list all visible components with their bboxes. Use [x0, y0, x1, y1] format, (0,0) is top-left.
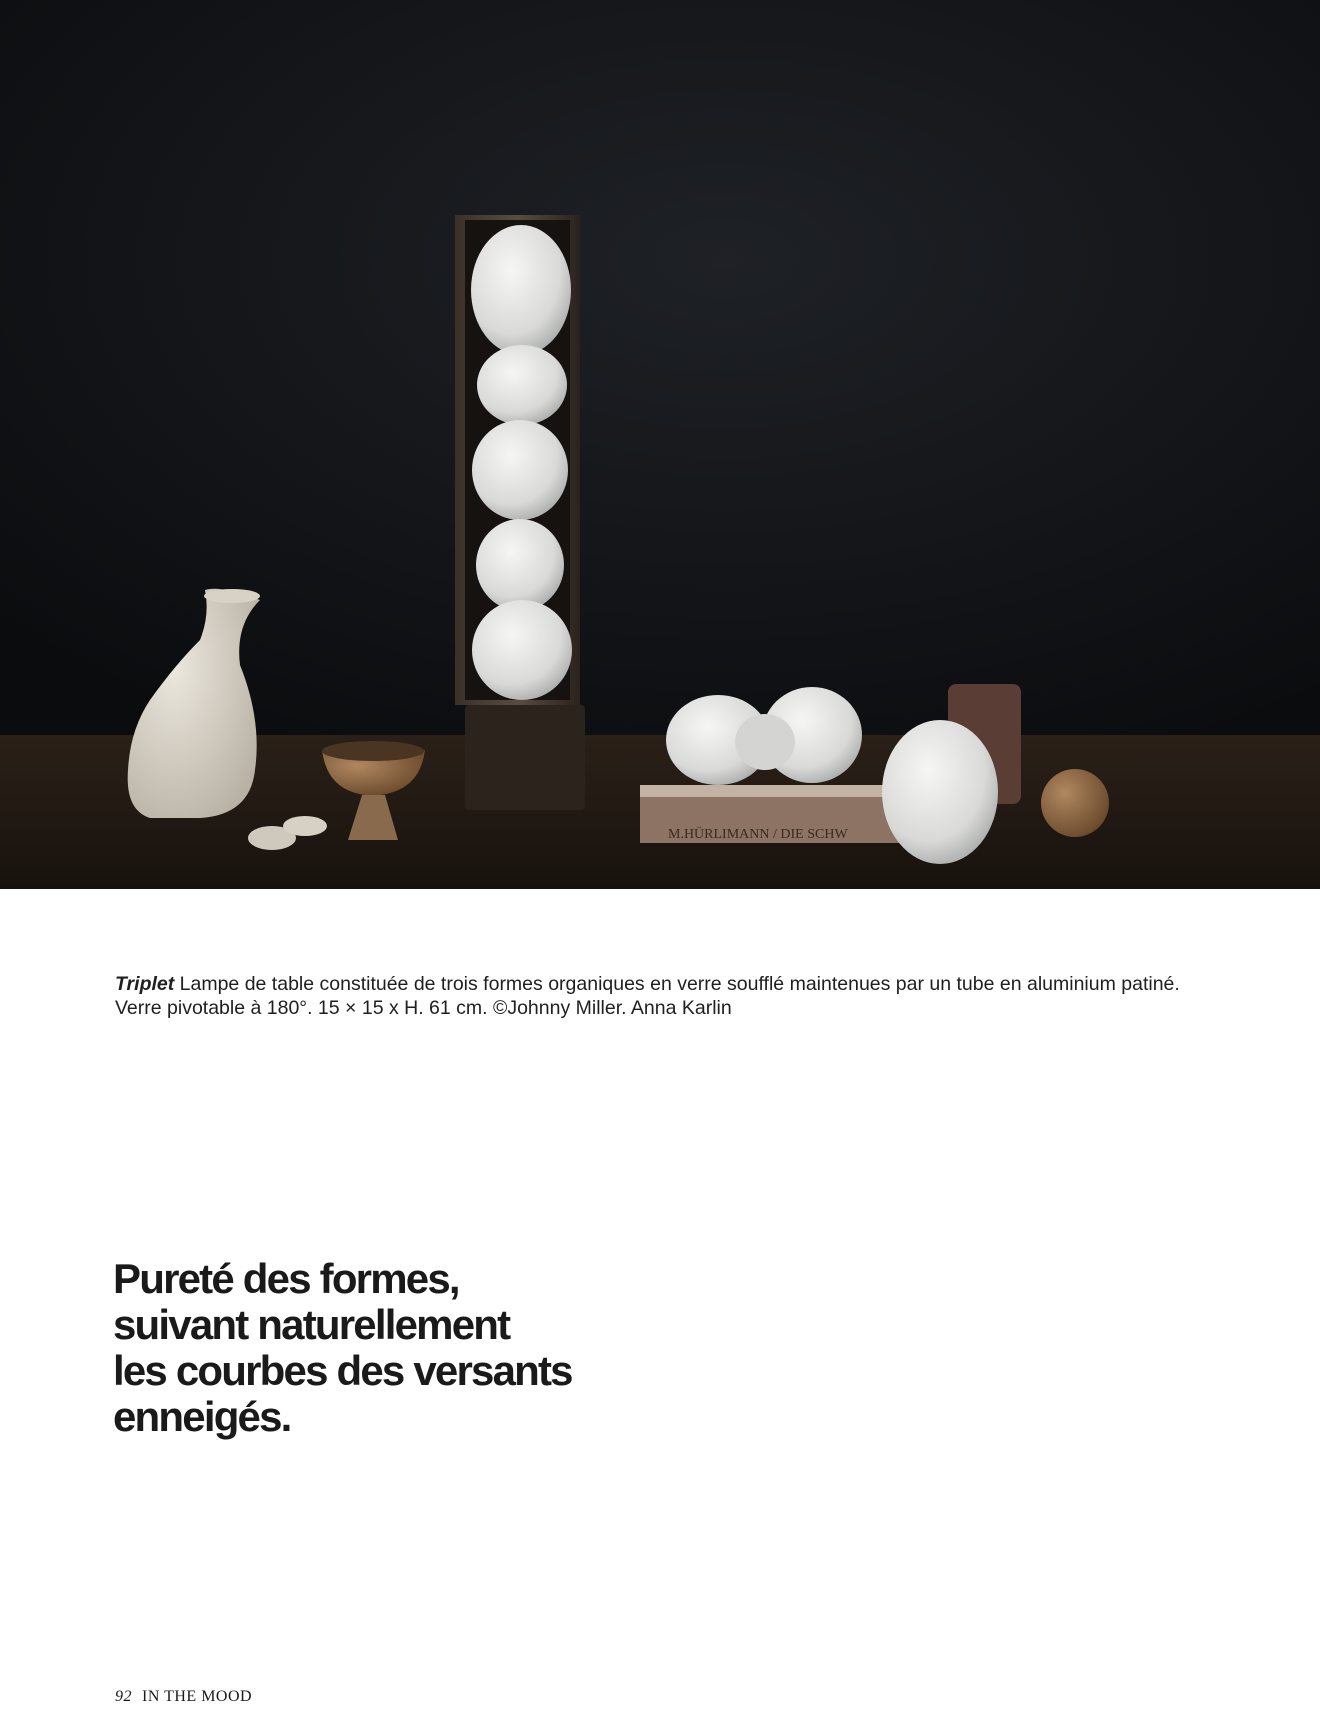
- photo-caption: [115, 972, 1195, 1020]
- book: [640, 785, 900, 843]
- caption-title: Triplet: [115, 972, 175, 995]
- headline-line: Pureté des formes,: [113, 1255, 459, 1302]
- headline-line: suivant naturellement: [113, 1301, 510, 1348]
- pull-quote-headline: [113, 1256, 733, 1440]
- caption-text: Lampe de table constituée de trois formes organiques en verre soufflé maintenues par un tube en aluminium patiné. Verre pivotable à 180°. 15 × 15 x H. 61 cm. ©Johnny Miller. Anna Karlin: [115, 972, 1180, 1019]
- section-name: IN THE MOOD: [142, 1688, 253, 1705]
- book-spine-text: M.HÜRLIMANN / DIE SCHW: [668, 827, 848, 842]
- page-folio: [115, 1688, 252, 1706]
- headline-line: enneigés.: [113, 1393, 291, 1440]
- small-stone: [283, 816, 327, 836]
- page-number: 92: [115, 1688, 132, 1705]
- headline-line: les courbes des versants: [113, 1347, 572, 1394]
- triplet-lamp: [455, 215, 585, 810]
- wooden-ball: [1041, 769, 1109, 837]
- glass-egg: [882, 720, 998, 864]
